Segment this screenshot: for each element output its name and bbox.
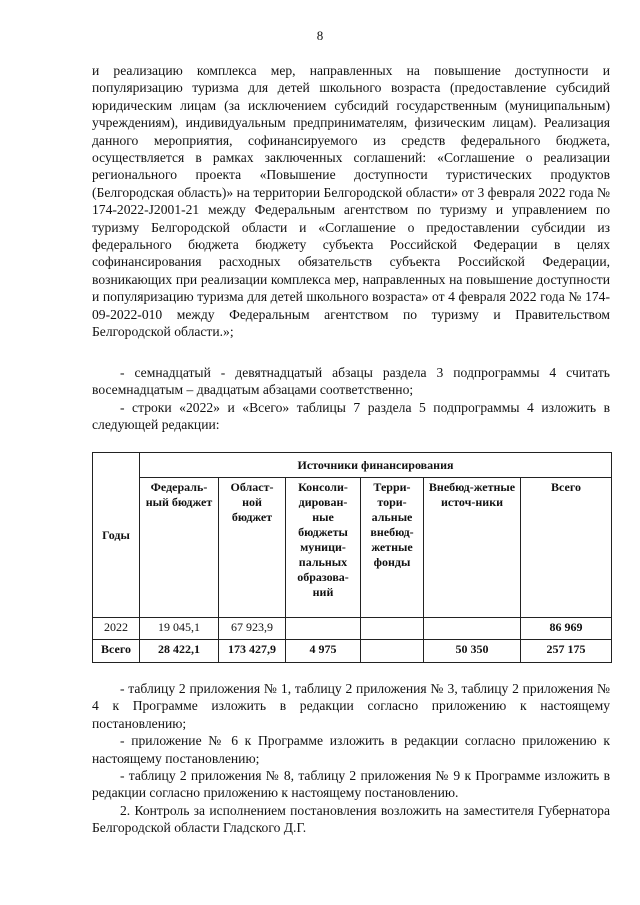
header-federal-budget: Федераль-ный бюджет (140, 478, 219, 618)
header-regional-budget: Област-ной бюджет (219, 478, 286, 618)
cell-municipal: 4 975 (286, 640, 361, 663)
amendment-list-1 (92, 364, 610, 434)
list-item: - приложение № 6 к Программе изложить в редакции согласно приложению к настоящему постановлению; (92, 733, 610, 766)
cell-extrabudgetary (424, 618, 521, 640)
row-year: Всего (93, 640, 140, 663)
cell-territorial (361, 618, 424, 640)
control-clause: 2. Контроль за исполнением постановления возложить на заместителя Губернатора Белгородской области Гладского Д.Г. (92, 802, 610, 836)
intro-paragraph: и реализацию комплекса мер, направленных на повышение доступности и популяризацию туризма для детей школьного возраста (предоставление субсидий юридическим лицам (за исключением субсидий государственным (муниципальным) учреждениям), индивидуальным предпринимателям, физическим лицам). Реализация данного мероприятия, софинансируемого из средств федерального бюджета, осуществляется в рамках заключенных соглашений: «Соглашение о реализации регионального проекта «Повышение доступности туристических продуктов (Белгородская область)» на территории Белгородской области» от 3 февраля 2022 года № 174-2022-J2001-21 между Федеральным агентством по туризму и управлением по туризму Белгородской области и «Соглашение о предоставлении субсидии из федерального бюджета бюджету субъекта Российской Федерации в целях софинансирования расходных обязательств субъекта Российской Федерации, возникающих при реализации комплекса мер, направленных на повышение доступности и популяризацию туризма для детей школьного возраста» от 4 февраля 2022 года № 174-09-2022-010 между Федеральным агентством по туризму и Правительством Белгородской области.»; (92, 63, 610, 340)
financing-table (92, 452, 612, 663)
header-municipal-budgets: Консоли-дирован-ные бюджеты муници-пальных образова-ний (286, 478, 361, 618)
list-item: - строки «2022» и «Всего» таблицы 7 раздела 5 подпрограммы 4 изложить в следующей редакции: (92, 399, 610, 433)
header-territorial-funds: Терри-тори-альные внебюд-жетные фонды (361, 478, 424, 618)
cell-total: 257 175 (521, 640, 612, 663)
cell-federal: 19 045,1 (140, 618, 219, 640)
page-number: 8 (316, 28, 324, 43)
cell-regional: 173 427,9 (219, 640, 286, 663)
cell-regional: 67 923,9 (219, 618, 286, 640)
header-extrabudgetary-sources: Внебюд-жетные источ-ники (424, 478, 521, 618)
header-funding-sources: Источники финансирования (140, 453, 612, 478)
list-item: - таблицу 2 приложения № 8, таблицу 2 приложения № 9 к Программе изложить в редакции согласно приложению к настоящему постановлению. (92, 768, 610, 801)
row-year: 2022 (93, 618, 140, 640)
cell-extrabudgetary: 50 350 (424, 640, 521, 663)
intro-paragraph-block (92, 62, 610, 341)
cell-federal: 28 422,1 (140, 640, 219, 663)
cell-total: 86 969 (521, 618, 612, 640)
cell-territorial (361, 640, 424, 663)
header-years: Годы (93, 453, 140, 618)
header-total: Всего (521, 478, 612, 618)
table-row (93, 640, 612, 663)
list-item: - таблицу 2 приложения № 1, таблицу 2 приложения № 3, таблицу 2 приложения № 4 к Программе изложить в редакции согласно приложению к настоящему постановлению; (92, 681, 610, 731)
amendment-list-2 (92, 680, 610, 837)
table-row (93, 618, 612, 640)
list-item: - семнадцатый - девятнадцатый абзацы раздела 3 подпрограммы 4 считать восемнадцатым – двадцатым абзацами соответственно; (92, 365, 610, 398)
cell-municipal (286, 618, 361, 640)
